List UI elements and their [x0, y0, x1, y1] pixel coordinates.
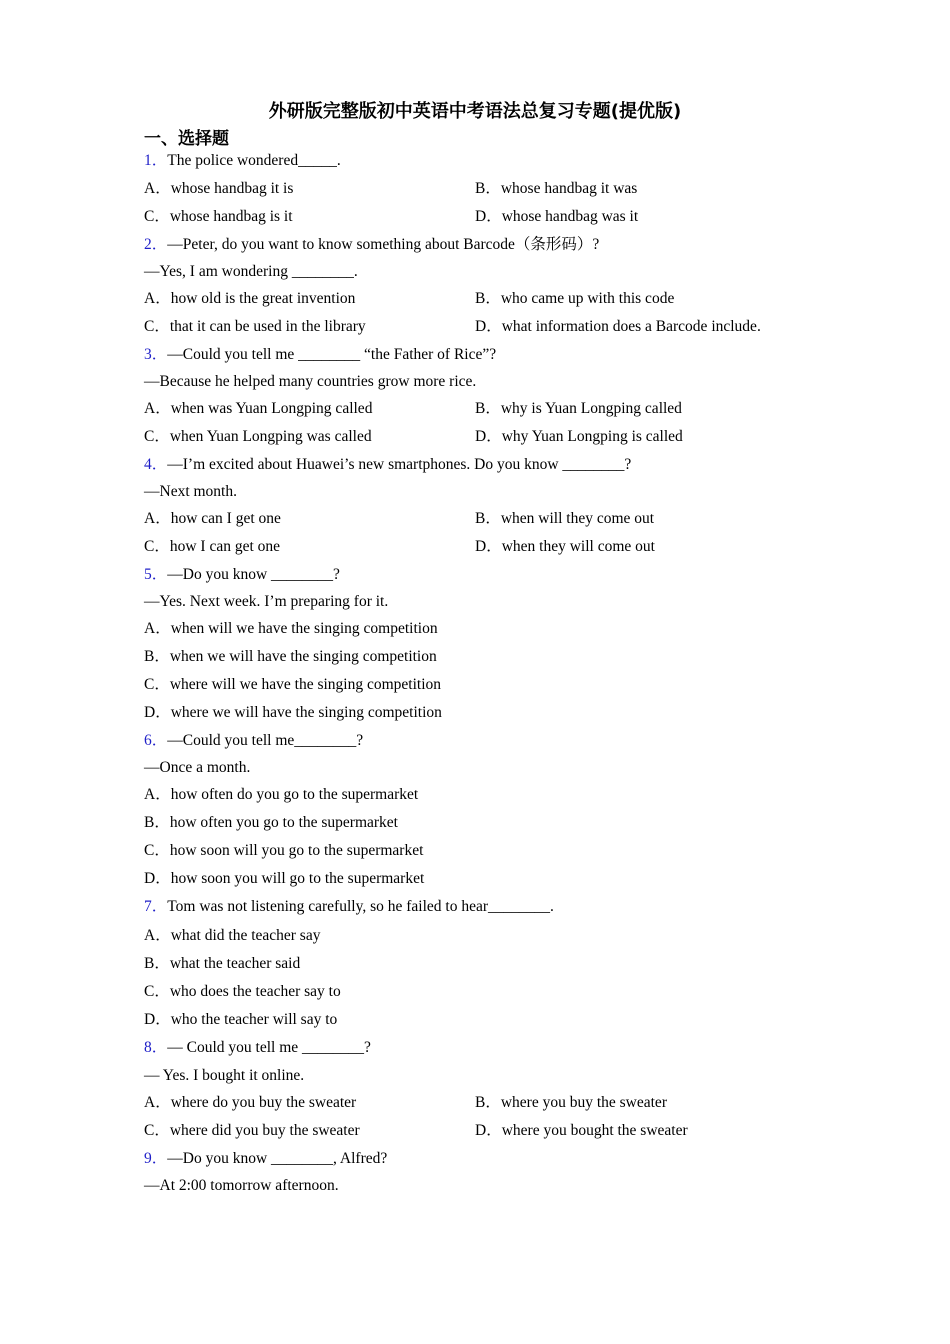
option-text: where you buy the sweater	[500, 1094, 667, 1111]
option-text: where you bought the sweater	[501, 1122, 688, 1139]
option-text: whose handbag is it	[169, 208, 293, 225]
option-text: how can I get one	[170, 510, 281, 527]
q5-option-b[interactable]	[144, 647, 437, 667]
question-7	[144, 897, 554, 917]
question-stem: —Could you tell me ________ “the Father of Rice”?	[167, 346, 497, 363]
q7-option-b[interactable]	[144, 954, 300, 974]
option-letter: B．	[144, 648, 170, 665]
option-letter: D．	[144, 870, 171, 887]
option-letter: A．	[144, 620, 171, 637]
q7-option-d[interactable]	[144, 1010, 337, 1030]
option-text: what information does a Barcode include.	[501, 318, 761, 335]
option-letter: D．	[144, 704, 171, 721]
question-5	[144, 565, 340, 585]
q7-option-c[interactable]	[144, 982, 341, 1002]
option-letter: D．	[475, 318, 502, 335]
question-1	[144, 151, 341, 171]
q3-option-b[interactable]	[475, 399, 682, 419]
q4-option-a[interactable]	[144, 509, 281, 529]
question-reply: —Because he helped many countries grow more rice.	[144, 373, 477, 390]
option-letter: D．	[475, 538, 502, 555]
question-number: 8．	[144, 1039, 168, 1056]
q2-option-c[interactable]	[144, 317, 366, 337]
option-letter: A．	[144, 510, 171, 527]
q1-option-d[interactable]	[475, 207, 638, 227]
option-letter: C．	[144, 208, 170, 225]
option-letter: C．	[144, 842, 170, 859]
question-stem: The police wondered_____.	[167, 152, 341, 169]
option-letter: B．	[144, 814, 170, 831]
question-number: 7．	[144, 898, 168, 915]
option-letter: A．	[144, 400, 171, 417]
question-reply: —Yes, I am wondering ________.	[144, 263, 358, 280]
q4-option-c[interactable]	[144, 537, 280, 557]
question-stem: —Do you know ________, Alfred?	[167, 1150, 388, 1167]
option-letter: A．	[144, 290, 171, 307]
option-text: where did you buy the sweater	[169, 1122, 360, 1139]
option-letter: B．	[475, 400, 501, 417]
option-letter: D．	[475, 428, 502, 445]
q4-option-d[interactable]	[475, 537, 655, 557]
question-stem: — Could you tell me ________?	[167, 1039, 371, 1056]
option-text: when was Yuan Longping called	[170, 400, 373, 417]
section-heading: 一、选择题	[144, 129, 229, 149]
option-letter: B．	[475, 180, 501, 197]
option-letter: C．	[144, 538, 170, 555]
option-letter: C．	[144, 983, 170, 1000]
question-reply: —Once a month.	[144, 759, 251, 776]
option-text: that it can be used in the library	[169, 318, 366, 335]
option-text: where will we have the singing competition	[169, 676, 442, 693]
option-text: who came up with this code	[500, 290, 675, 307]
q6-option-c[interactable]	[144, 841, 423, 861]
option-text: how soon will you go to the supermarket	[169, 842, 424, 859]
question-stem: Tom was not listening carefully, so he failed to hear________.	[167, 898, 554, 915]
question-reply: — Yes. I bought it online.	[144, 1067, 305, 1084]
q7-option-a[interactable]	[144, 926, 320, 946]
option-text: where do you buy the sweater	[170, 1094, 357, 1111]
option-text: when they will come out	[501, 538, 655, 555]
option-letter: B．	[475, 1094, 501, 1111]
option-letter: A．	[144, 927, 171, 944]
q5-option-d[interactable]	[144, 703, 442, 723]
q5-option-c[interactable]	[144, 675, 441, 695]
question-stem: —Peter, do you want to know something about Barcode（条形码）?	[167, 236, 600, 253]
option-text: when will we have the singing competition	[170, 620, 438, 637]
q2-option-b[interactable]	[475, 289, 674, 309]
question-stem: —Do you know ________?	[167, 566, 340, 583]
q6-option-a[interactable]	[144, 785, 418, 805]
q8-option-b[interactable]	[475, 1093, 667, 1113]
option-letter: D．	[144, 1011, 171, 1028]
option-text: whose handbag was it	[501, 208, 639, 225]
option-letter: B．	[144, 955, 170, 972]
q1-option-a[interactable]	[144, 179, 293, 199]
question-4	[144, 455, 631, 475]
q5-option-a[interactable]	[144, 619, 438, 639]
q3-option-a[interactable]	[144, 399, 372, 419]
option-letter: C．	[144, 1122, 170, 1139]
option-text: when Yuan Longping was called	[169, 428, 372, 445]
option-text: how I can get one	[169, 538, 281, 555]
option-letter: C．	[144, 428, 170, 445]
option-letter: A．	[144, 180, 171, 197]
question-9	[144, 1149, 387, 1169]
option-text: why Yuan Longping is called	[501, 428, 683, 445]
q6-option-d[interactable]	[144, 869, 424, 889]
q2-option-d[interactable]	[475, 317, 761, 337]
option-text: how often you go to the supermarket	[169, 814, 398, 831]
option-letter: D．	[475, 1122, 502, 1139]
option-letter: C．	[144, 676, 170, 693]
question-6	[144, 731, 363, 751]
question-8	[144, 1038, 371, 1058]
option-text: whose handbag it was	[500, 180, 638, 197]
question-reply: —At 2:00 tomorrow afternoon.	[144, 1177, 339, 1194]
option-text: who the teacher will say to	[170, 1011, 338, 1028]
option-text: when will they come out	[500, 510, 655, 527]
question-number: 6．	[144, 732, 168, 749]
option-text: how often do you go to the supermarket	[170, 786, 419, 803]
q3-option-d[interactable]	[475, 427, 683, 447]
question-stem: —Could you tell me________?	[167, 732, 364, 749]
option-text: what the teacher said	[169, 955, 301, 972]
q1-option-b[interactable]	[475, 179, 637, 199]
question-reply: —Next month.	[144, 483, 237, 500]
q4-option-b[interactable]	[475, 509, 654, 529]
option-text: where we will have the singing competition	[170, 704, 442, 721]
question-number: 5．	[144, 566, 168, 583]
question-number: 4．	[144, 456, 168, 473]
option-text: when we will have the singing competition	[169, 648, 437, 665]
option-text: whose handbag it is	[170, 180, 294, 197]
q3-option-c[interactable]	[144, 427, 372, 447]
q8-option-d[interactable]	[475, 1121, 688, 1141]
option-text: what did the teacher say	[170, 927, 321, 944]
q6-option-b[interactable]	[144, 813, 398, 833]
question-number: 2．	[144, 236, 168, 253]
question-reply: —Yes. Next week. I’m preparing for it.	[144, 593, 389, 610]
question-number: 3．	[144, 346, 168, 363]
q2-option-a[interactable]	[144, 289, 355, 309]
q8-option-a[interactable]	[144, 1093, 356, 1113]
option-text: why is Yuan Longping called	[500, 400, 682, 417]
q1-option-c[interactable]	[144, 207, 293, 227]
option-letter: B．	[475, 290, 501, 307]
option-letter: D．	[475, 208, 502, 225]
page-title: 外研版完整版初中英语中考语法总复习专题(提优版)	[268, 101, 682, 122]
question-3	[144, 345, 496, 365]
option-text: who does the teacher say to	[169, 983, 341, 1000]
option-text: how old is the great invention	[170, 290, 356, 307]
option-letter: C．	[144, 318, 170, 335]
option-letter: A．	[144, 786, 171, 803]
question-stem: —I’m excited about Huawei’s new smartphones. Do you know ________?	[167, 456, 632, 473]
question-number: 1．	[144, 152, 168, 169]
option-letter: A．	[144, 1094, 171, 1111]
question-number: 9．	[144, 1150, 168, 1167]
question-2	[144, 235, 599, 255]
option-letter: B．	[475, 510, 501, 527]
option-text: how soon you will go to the supermarket	[170, 870, 425, 887]
q8-option-c[interactable]	[144, 1121, 360, 1141]
